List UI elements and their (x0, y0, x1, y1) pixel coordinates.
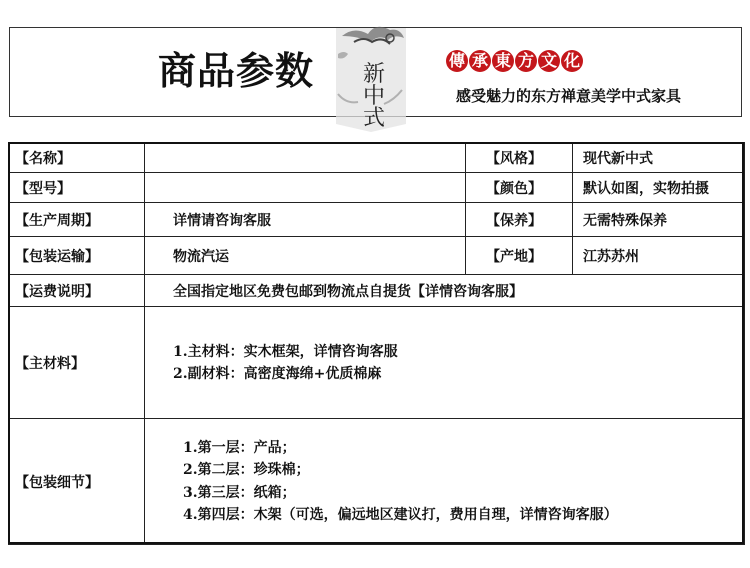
param-label-name: 【名称】 (9, 143, 145, 173)
param-label-origin: 【产地】 (466, 237, 573, 275)
slogan-seal-char: 傳 (446, 50, 468, 72)
param-label-style: 【风格】 (466, 143, 573, 173)
param-label-shipping: 【包装运输】 (9, 237, 145, 275)
table-row (9, 173, 745, 203)
emblem-char-3: 式 (362, 106, 385, 131)
slogan-subtitle: 感受魅力的东方禅意美学中式家具 (456, 87, 682, 105)
material-line: 1.主材料：实木框架，详情咨询客服 (173, 343, 398, 360)
param-value-packing (145, 419, 745, 545)
packing-line: 4.第四层：木架（可选，偏远地区建议打，费用自理，详情咨询客服） (183, 507, 618, 523)
param-value-material (145, 307, 745, 419)
param-value-model (145, 173, 466, 203)
emblem-char-1: 新 (362, 62, 385, 87)
param-label-model: 【型号】 (9, 173, 145, 203)
slogan-seal-char: 文 (538, 50, 560, 72)
header-banner (9, 27, 742, 131)
table-row (9, 143, 745, 173)
packing-line: 1.第一层：产品； (183, 439, 296, 456)
table-row (9, 203, 745, 237)
slogan-seal-char: 化 (561, 50, 583, 72)
slogan-seal-char: 東 (492, 50, 514, 72)
packing-line: 2.第二层：珍珠棉； (183, 462, 310, 478)
param-value-shipping: 物流汽运 (145, 237, 466, 275)
product-params-table (8, 142, 745, 545)
table-row (9, 307, 745, 419)
param-value-color: 默认如图，实物拍摄 (573, 173, 745, 203)
param-label-material: 【主材料】 (9, 307, 145, 419)
table-row (9, 275, 745, 307)
table-row (9, 237, 745, 275)
param-value-style: 现代新中式 (573, 143, 745, 173)
material-line: 2.副材料：高密度海绵+优质棉麻 (173, 365, 382, 382)
param-label-freight: 【运费说明】 (9, 275, 145, 307)
emblem-char-2: 中 (362, 84, 385, 109)
param-label-care: 【保养】 (466, 203, 573, 237)
table-row (9, 419, 745, 545)
param-label-color: 【颜色】 (466, 173, 573, 203)
param-label-cycle: 【生产周期】 (9, 203, 145, 237)
slogan-seal-char: 方 (515, 50, 537, 72)
packing-line: 3.第三层：纸箱； (183, 484, 296, 501)
page-title: 商品参数 (158, 48, 315, 93)
param-label-packing: 【包装细节】 (9, 419, 145, 545)
param-value-freight: 全国指定地区免费包邮到物流点自提货【详情咨询客服】 (145, 275, 745, 307)
param-value-origin: 江苏苏州 (573, 237, 745, 275)
param-value-name (145, 143, 466, 173)
param-value-care: 无需特殊保养 (573, 203, 745, 237)
param-value-cycle: 详情请咨询客服 (145, 203, 466, 237)
slogan-red-seals (446, 50, 584, 78)
slogan-seal-char: 承 (469, 50, 491, 72)
